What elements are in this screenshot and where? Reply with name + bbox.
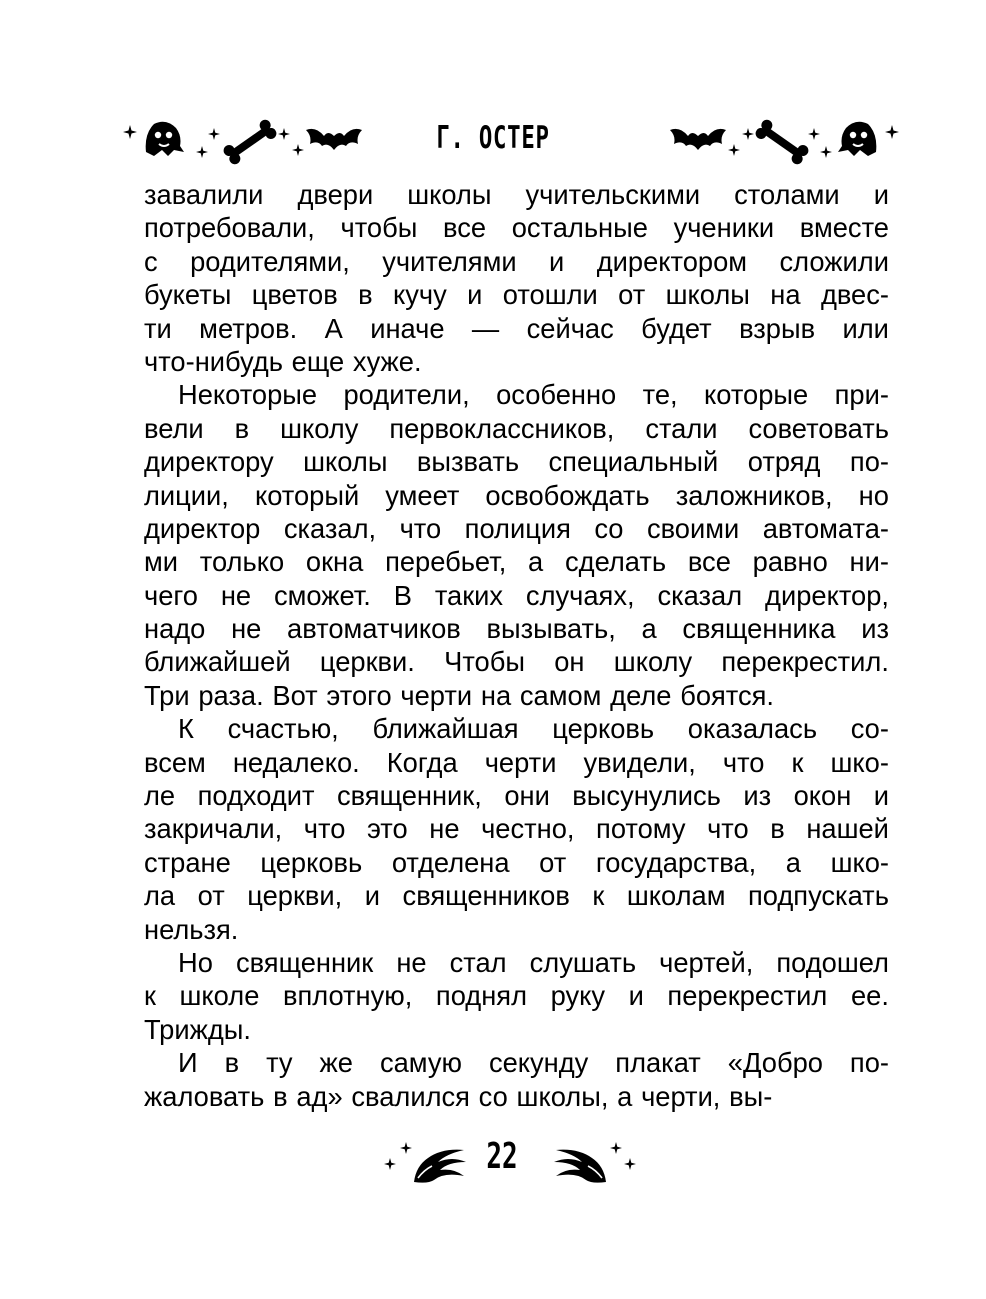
text-line: что-нибудь еще хуже. [144, 345, 422, 377]
header-ornament-right [664, 112, 904, 172]
sparkle-icon [728, 144, 740, 156]
text-line: И в ту же самую секунду плакат «Добро по- [178, 1047, 889, 1079]
text-line: Трижды. [144, 1013, 251, 1045]
text-line: Некоторые родители, особенно те, которые при- [178, 379, 889, 411]
sparkle-icon [208, 128, 220, 140]
text-line: стране церковь отделена от государства, а шко- [144, 846, 889, 878]
text-line: ла от церкви, и священников к школам подпускать [144, 880, 889, 912]
running-title: Г. ОСТЕР [436, 120, 550, 156]
text-line: Но священник не стал слушать чертей, подошел [178, 946, 889, 978]
text-line: ми только окна перебьет, а сделать все равно ни- [144, 546, 889, 578]
ghost-icon [146, 122, 184, 156]
sparkle-icon [278, 128, 290, 140]
sparkle-icon [808, 128, 820, 140]
sparkle-icon [400, 1142, 412, 1154]
text-line: ле подходит священник, они высунулись из окон и [144, 780, 889, 812]
footer-ornament-left [382, 1130, 472, 1190]
text-line: лиции, который умеет освобождать заложников, но [144, 479, 889, 511]
ghost-icon [838, 122, 876, 156]
text-line: закричали, что это не честно, потому что в нашей [144, 813, 889, 845]
text-line: к школе вплотную, поднял руку и перекрестил ее. [144, 980, 889, 1012]
footer-ornament-right [548, 1130, 638, 1190]
sparkle-icon [123, 125, 137, 139]
text-line: директору школы вызвать специальный отряд по- [144, 446, 889, 478]
sparkle-icon [196, 146, 208, 158]
text-line: жаловать в ад» свалился со школы, а черти, вы- [144, 1080, 773, 1112]
sparkle-icon [384, 1158, 396, 1170]
page-header [0, 112, 986, 172]
claw-icon [414, 1150, 466, 1183]
sparkle-icon [292, 144, 304, 156]
text-line: с родителями, учителями и директором сложили [144, 245, 889, 277]
sparkle-icon [885, 125, 899, 139]
sparkle-icon [624, 1158, 636, 1170]
body-text [144, 178, 889, 1113]
bone-icon [221, 118, 278, 167]
bat-icon [306, 129, 362, 150]
header-ornament-left [122, 112, 362, 172]
text-line: ти метров. А иначе — сейчас будет взрыв или [144, 312, 889, 344]
sparkle-icon [820, 146, 832, 158]
sparkle-icon [610, 1142, 622, 1154]
page-footer [0, 1128, 986, 1198]
bat-icon [670, 129, 726, 150]
bone-icon [753, 118, 810, 167]
text-line: вели в школу первоклассников, стали советовать [144, 412, 889, 444]
text-line: К счастью, ближайшая церковь оказалась со- [178, 713, 889, 745]
text-line: завалили двери школы учительскими столами и [144, 179, 889, 210]
claw-icon [554, 1150, 606, 1183]
text-line: ближайшей церкви. Чтобы он школу перекрестил. [144, 646, 889, 678]
text-line: чего не сможет. В таких случаях, сказал директор, [144, 579, 889, 611]
text-line: Три раза. Вот этого черти на самом деле боятся. [144, 679, 775, 711]
page-number: 22 [486, 1136, 518, 1177]
text-line: директор сказал, что полиция со своими автомата- [144, 512, 889, 544]
text-line: надо не автоматчиков вызывать, а священника из [144, 613, 889, 645]
text-line: всем недалеко. Когда черти увидели, что к шко- [144, 746, 889, 778]
text-line: нельзя. [144, 913, 239, 945]
sparkle-icon [742, 128, 754, 140]
text-line: букеты цветов в кучу и отошли от школы на двес- [144, 279, 889, 311]
text-line: потребовали, чтобы все остальные ученики вместе [144, 212, 889, 244]
